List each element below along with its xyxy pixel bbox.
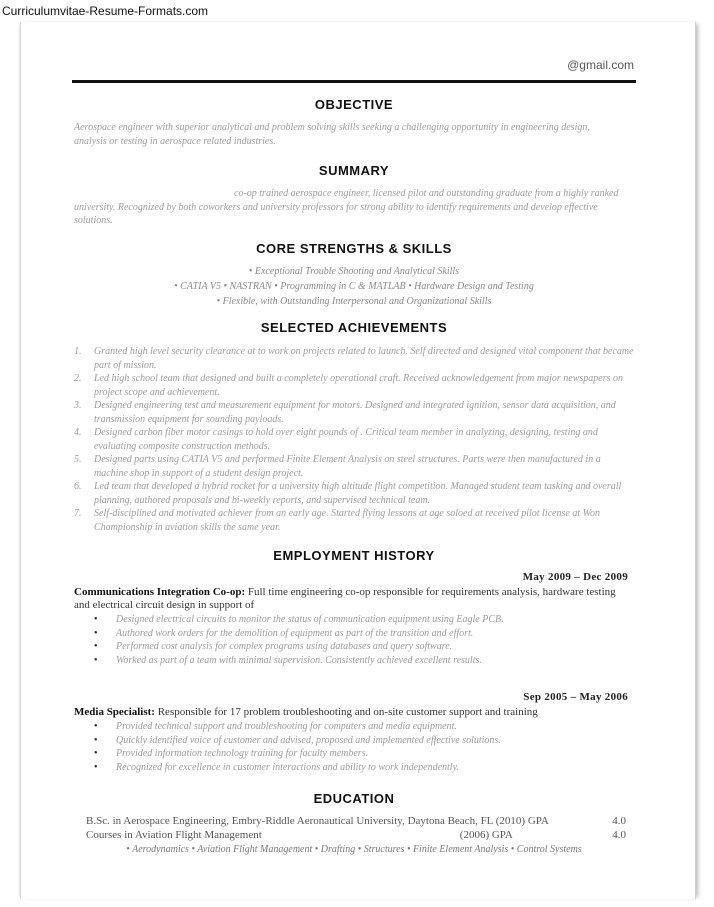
job-bullet-text: Provided technical support and troubleshooting for computers and media equipment. [116, 721, 457, 732]
section-education-title: EDUCATION [313, 791, 395, 806]
bullet-dot: • [94, 734, 98, 746]
job-desc: Full time engineering co-op responsible for requirements analysis, hardware testing and electrical circuit design in support of [74, 586, 616, 611]
section-objective-title: OBJECTIVE [314, 97, 394, 112]
bullet-dot: • [94, 654, 98, 666]
achievement-item [74, 480, 634, 507]
section-summary-title: SUMMARY [318, 163, 390, 178]
header-rule [72, 80, 636, 83]
education-gpa: 4.0 [612, 815, 626, 827]
email-address[interactable]: @gmail.com [567, 58, 634, 72]
job-bullet-text: Quickly identified voice of customer and advised, proposed and implemented effective solutions. [116, 734, 501, 746]
section-achievements-title: SELECTED ACHIEVEMENTS [260, 320, 448, 335]
achievement-number: 2. [74, 373, 82, 384]
education-gpa: 4.0 [612, 829, 626, 841]
bullet-dot: • [94, 761, 98, 773]
job-title: Communications Integration Co-op: [74, 586, 246, 598]
job-bullets [94, 720, 634, 774]
achievement-text: Designed parts using CATIA V5 and performed Finite Element Analysis on steel structures. Parts were then manufactured in a machine shop in support of a student design project. [94, 454, 601, 479]
job-bullet-text: Recognized for excellence in customer interactions and ability to work independently. [116, 761, 459, 773]
education-degree: B.Sc. in Aerospace Engineering, Embry-Riddle Aeronautical University, Daytona Beach, FL (2010) GPA [86, 815, 549, 827]
skills-line: • Flexible, with Outstanding Interpersonal and Organizational Skills [216, 296, 492, 307]
bullet-dot: • [94, 721, 98, 732]
achievement-text: Led team that developed a hybrid rocket for a university high altitude flight competition. Managed student team tasking and overall planning, authored proposals and bi-weekly reports, and supervised technical team. [94, 481, 622, 506]
job-bullet-text: Provided information technology training for faculty members. [116, 748, 369, 759]
education-item [86, 828, 626, 842]
site-watermark: Curriculumvitae-Resume-Formats.com [2, 4, 209, 18]
job-dates: May 2009 – Dec 2009 [522, 571, 628, 583]
job-bullet [94, 734, 634, 748]
job-bullet [94, 761, 634, 775]
achievement-number: 4. [74, 427, 82, 438]
job-bullet [94, 613, 634, 627]
job-description [74, 706, 626, 719]
achievement-number: 3. [74, 400, 82, 411]
achievement-item [74, 345, 634, 372]
achievement-text: Designed engineering test and measurement equipment for motors. Designed and integrated ignition, sensor data acquisition, and transmission equipment for sounding payloads. [94, 400, 616, 425]
job-desc: Responsible for 17 problem troubleshooting and on-site customer support and training [157, 706, 538, 718]
education-degree: Courses in Aviation Flight Management (2006) GPA [86, 829, 513, 841]
objective-text: Aerospace engineer with superior analytical and problem solving skills seeking a challenging opportunity in engineering design, analysis or testing in aerospace related industries. [74, 122, 590, 147]
achievements-list [74, 345, 634, 534]
job-bullet-text: Authored work orders for the demolition of equipment as part of the transition and effort. [116, 627, 474, 639]
achievement-number: 5. [74, 454, 82, 465]
section-employment-title: EMPLOYMENT HISTORY [273, 548, 435, 563]
job-bullet-text: Designed electrical circuits to monitor the status of communication equipment using Eagle PCB. [116, 614, 504, 625]
job-description [74, 586, 626, 612]
achievement-item [74, 372, 634, 399]
skills-list [72, 264, 636, 309]
achievement-text: Granted high level security clearance at to work on projects related to launch. Self directed and designed vital component that became part of mission. [94, 346, 634, 371]
achievement-item [74, 426, 634, 453]
achievement-text: Designed carbon fiber motor casings to hold over eight pounds of . Critical team member in analyzing, designing, testing and evaluating composite construction methods. [94, 427, 598, 452]
job-bullet [94, 747, 634, 761]
job-title: Media Specialist: [74, 706, 155, 718]
section-skills-title: CORE STRENGTHS & SKILLS [256, 241, 452, 256]
job-dates: Sep 2005 – May 2006 [523, 691, 628, 703]
bullet-dot: • [94, 641, 98, 652]
education-item [86, 814, 626, 828]
achievement-number: 6. [74, 481, 82, 492]
job-bullet [94, 640, 634, 654]
job-bullets [94, 613, 634, 667]
job-bullet [94, 720, 634, 734]
achievement-number: 7. [74, 508, 82, 519]
achievement-item [74, 399, 634, 426]
bullet-dot: • [94, 748, 98, 759]
skills-line: • CATIA V5 • NASTRAN • Programming in C & MATLAB • Hardware Design and Testing [174, 281, 534, 292]
achievement-text: Self-disciplined and motivated achiever from an early age. Started flying lessons at age soloed at received pilot license at Won Championship in aviation skills the same year. [94, 508, 601, 533]
achievement-text: Led high school team that designed and built a completely operational craft. Received acknowledgement from major newspapers on project scope and achievement. [94, 373, 623, 398]
achievement-item [74, 507, 634, 534]
job-bullet [94, 627, 634, 641]
job-bullet-text: Performed cost analysis for complex programs using databases and query software. [116, 641, 453, 652]
achievement-item [74, 453, 634, 480]
bullet-dot: • [94, 627, 98, 639]
achievement-number: 1. [74, 346, 82, 357]
bullet-dot: • [94, 614, 98, 625]
skills-line: • Exceptional Trouble Shooting and Analytical Skills [248, 266, 460, 277]
education-skills: • Aerodynamics • Aviation Flight Management • Drafting • Structures • Finite Element Analysis • Control Systems [126, 844, 582, 855]
summary-text: co-op trained aerospace engineer, licensed pilot and outstanding graduate from a highly ranked university. Recognized by both coworkers and university professors for strong ability to identify requirements and develop effective solutions. [74, 188, 619, 226]
job-bullet-text: Worked as part of a team with minimal supervision. Consistently achieved excellent results. [116, 654, 482, 666]
job-bullet [94, 654, 634, 668]
